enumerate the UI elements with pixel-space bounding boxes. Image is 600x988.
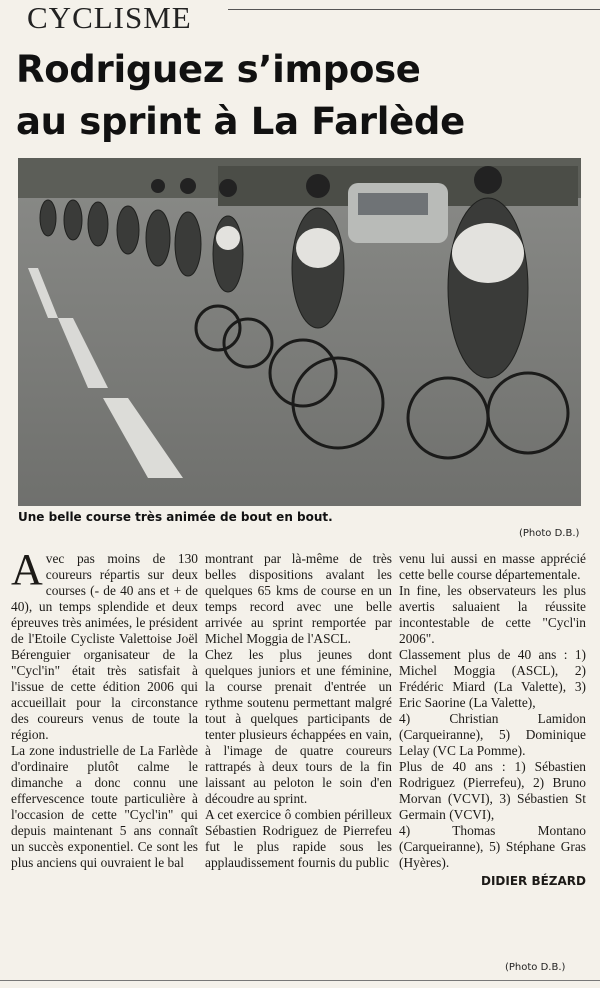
results-paragraph: 4) Thomas Montano (Carqueiranne), 5) Stéphane Gras (Hyères). [399,823,586,870]
article-paragraph: A cet exercice ô combien périlleux Sébastien Rodriguez de Pierrefeu fut le plus rapide sous les applaudissement fournis du public [205,807,392,870]
headline-line-1: Rodriguez s’impose [16,48,421,91]
section-label: CYCLISME [27,0,192,35]
photo-caption: Une belle course très animée de bout en bout. [18,510,333,524]
article-paragraph [11,545,198,743]
article-column-1 [11,545,198,871]
paragraph-text: vec pas moins de 130 coureurs répartis sur deux courses (- de 40 ans et + de 40), un temps splendide et deux épreuves très animées, le président de l'Etoile Cycliste Valettoise Joël Bérenguier organisateur de la "Cycl'in" était très satisfait à l'issue de cette édition 2006 qui accueillait pour la circonstance des coureurs venus de toute la région. [11,551,198,742]
results-paragraph: Classement plus de 40 ans : 1) Michel Moggia (ASCL), 2) Frédéric Miard (La Valette), 3) Eric Saorine (La Valette), [399,647,586,710]
headline [16,44,586,148]
author-byline: DIDIER BÉZARD [481,874,586,888]
race-photo [18,158,581,506]
photo-credit: (Photo D.B.) [519,528,580,539]
headline-line-2: au sprint à La Farlède [16,100,465,143]
article-column-2 [205,551,392,871]
drop-cap: A [11,545,43,594]
bottom-rule [0,980,600,981]
article-paragraph: montrant par là-même de très belles dispositions avalant les quelques 65 kms de course en un temps record avec une belle arrivée au sprint remportée par Michel Moggia de l'ASCL. [205,551,392,646]
results-paragraph: Plus de 40 ans : 1) Sébastien Rodriguez (Pierrefeu), 2) Bruno Morvan (VCVI), 3) Sébastien St Germain (VCVI), [399,759,586,822]
article-body [0,545,600,941]
article-paragraph: Chez les plus jeunes dont quelques juniors et une féminine, la course prenait d'entrée un rythme soutenu permettant malgré tout à quelques participants de tenter plusieurs échappées en vain, à l'image de quatre coureurs rattrapés à deux tours de la fin laissant au peloton le soin d'en découdre au sprint. [205,647,392,806]
article-column-3 [399,551,586,889]
cyclists-peloton-illustration [18,158,581,506]
results-paragraph: 4) Christian Lamidon (Carqueiranne), 5) Dominique Lelay (VC La Pomme). [399,711,586,758]
top-rule [228,9,600,10]
article-paragraph: La zone industrielle de La Farlède d'ordinaire plutôt calme le dimanche a donc connu une effervescence toute particulière à l'occasion de cette "Cycl'in" qui depuis maintenant 5 ans connaît un succès exponentiel. Ce sont les plus anciens qui ouvraient le bal [11,743,198,870]
article-paragraph: In fine, les observateurs les plus avertis saluaient la réussite incontestable de cette "Cycl'in 2006". [399,583,586,646]
footer-photo-credit: (Photo D.B.) [505,962,566,973]
article-paragraph: venu lui aussi en masse apprécié cette belle course départementale. [399,551,586,582]
